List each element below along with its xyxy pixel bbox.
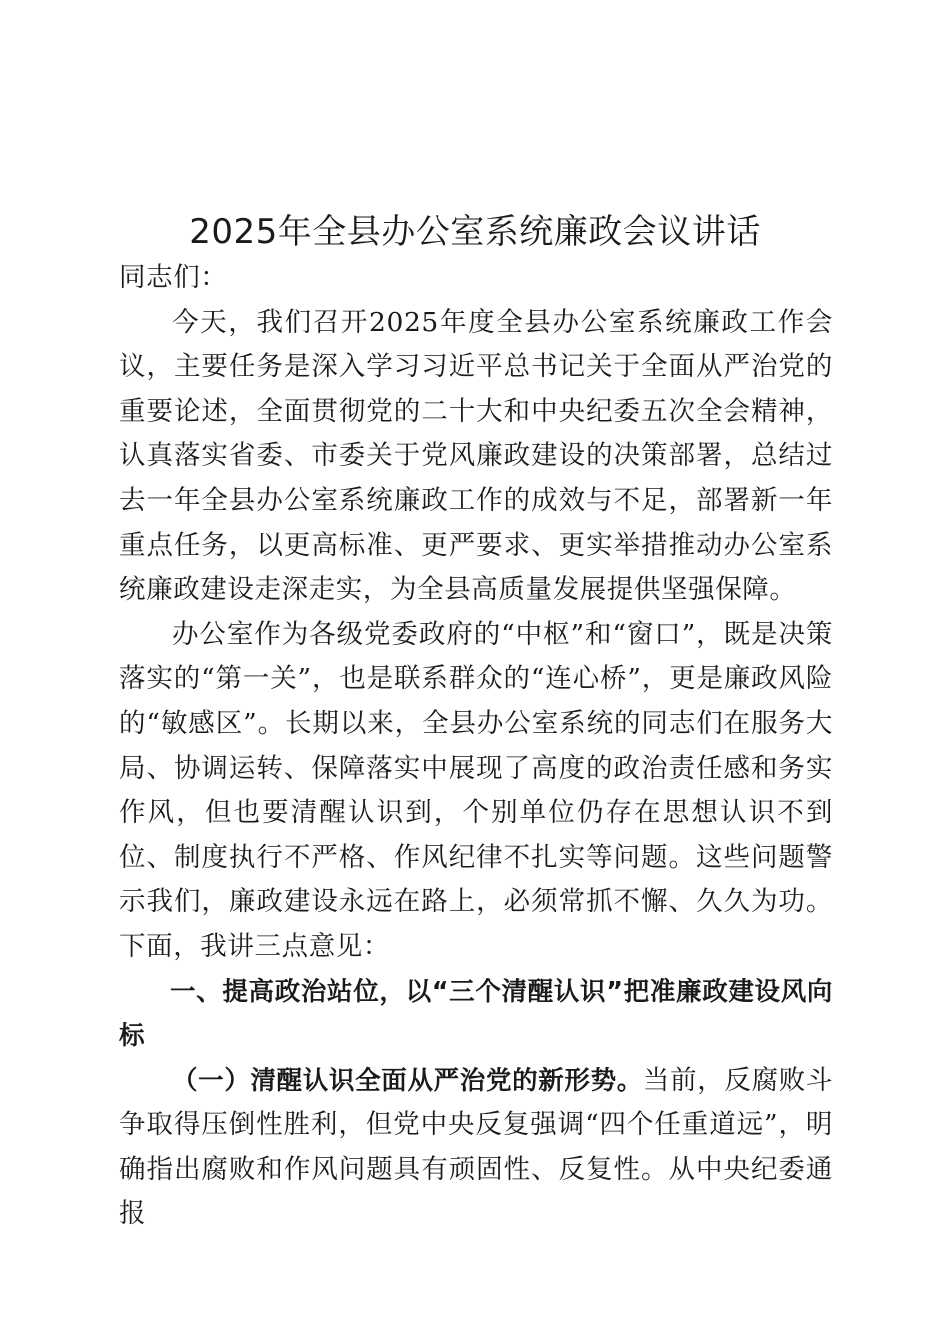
paragraph-context: 办公室作为各级党委政府的“中枢”和“窗口”，既是决策落实的“第一关”，也是联系群众的“连心桥”，更是廉政风险的“敏感区”。长期以来，全县办公室系统的同志们在服务大局、协调运转、保障落实中展现了高度的政治责任感和务实作风，但也要清醒认识到，个别单位仍存在思想认识不到位、制度执行不严格、作风纪律不扎实等问题。这些问题警示我们，廉政建设永远在路上，必须常抓不懈、久久为功。下面，我讲三点意见： <box>119 618 833 962</box>
subsection-1-text: 当前，反腐败斗争取得压倒性胜利，但党中央反复强调“四个任重道远”，明确指出腐败和作风问题具有顽固性、反复性。从中央纪委通报 <box>119 1064 833 1230</box>
document-title: 2025年全县办公室系统廉政会议讲话 <box>189 212 761 252</box>
subsection-1-paragraph <box>119 1059 833 1237</box>
salutation: 同志们： <box>119 262 228 293</box>
subsection-1-heading: （一）清醒认识全面从严治党的新形势。 <box>172 1065 643 1096</box>
section-heading-1: 一、提高政治站位，以“三个清醒认识”把准廉政建设风向标 <box>119 976 833 1052</box>
paragraph-opening: 今天，我们召开2025年度全县办公室系统廉政工作会议，主要任务是深入学习习近平总书记关于全面从严治党的重要论述，全面贯彻党的二十大和中央纪委五次全会精神，认真落实省委、市委关于党风廉政建设的决策部署，总结过去一年全县办公室系统廉政工作的成效与不足，部署新一年重点任务，以更高标准、更严要求、更实举措推动办公室系统廉政建设走深走实，为全县高质量发展提供坚强保障。 <box>119 306 833 606</box>
document-body <box>119 256 833 1237</box>
